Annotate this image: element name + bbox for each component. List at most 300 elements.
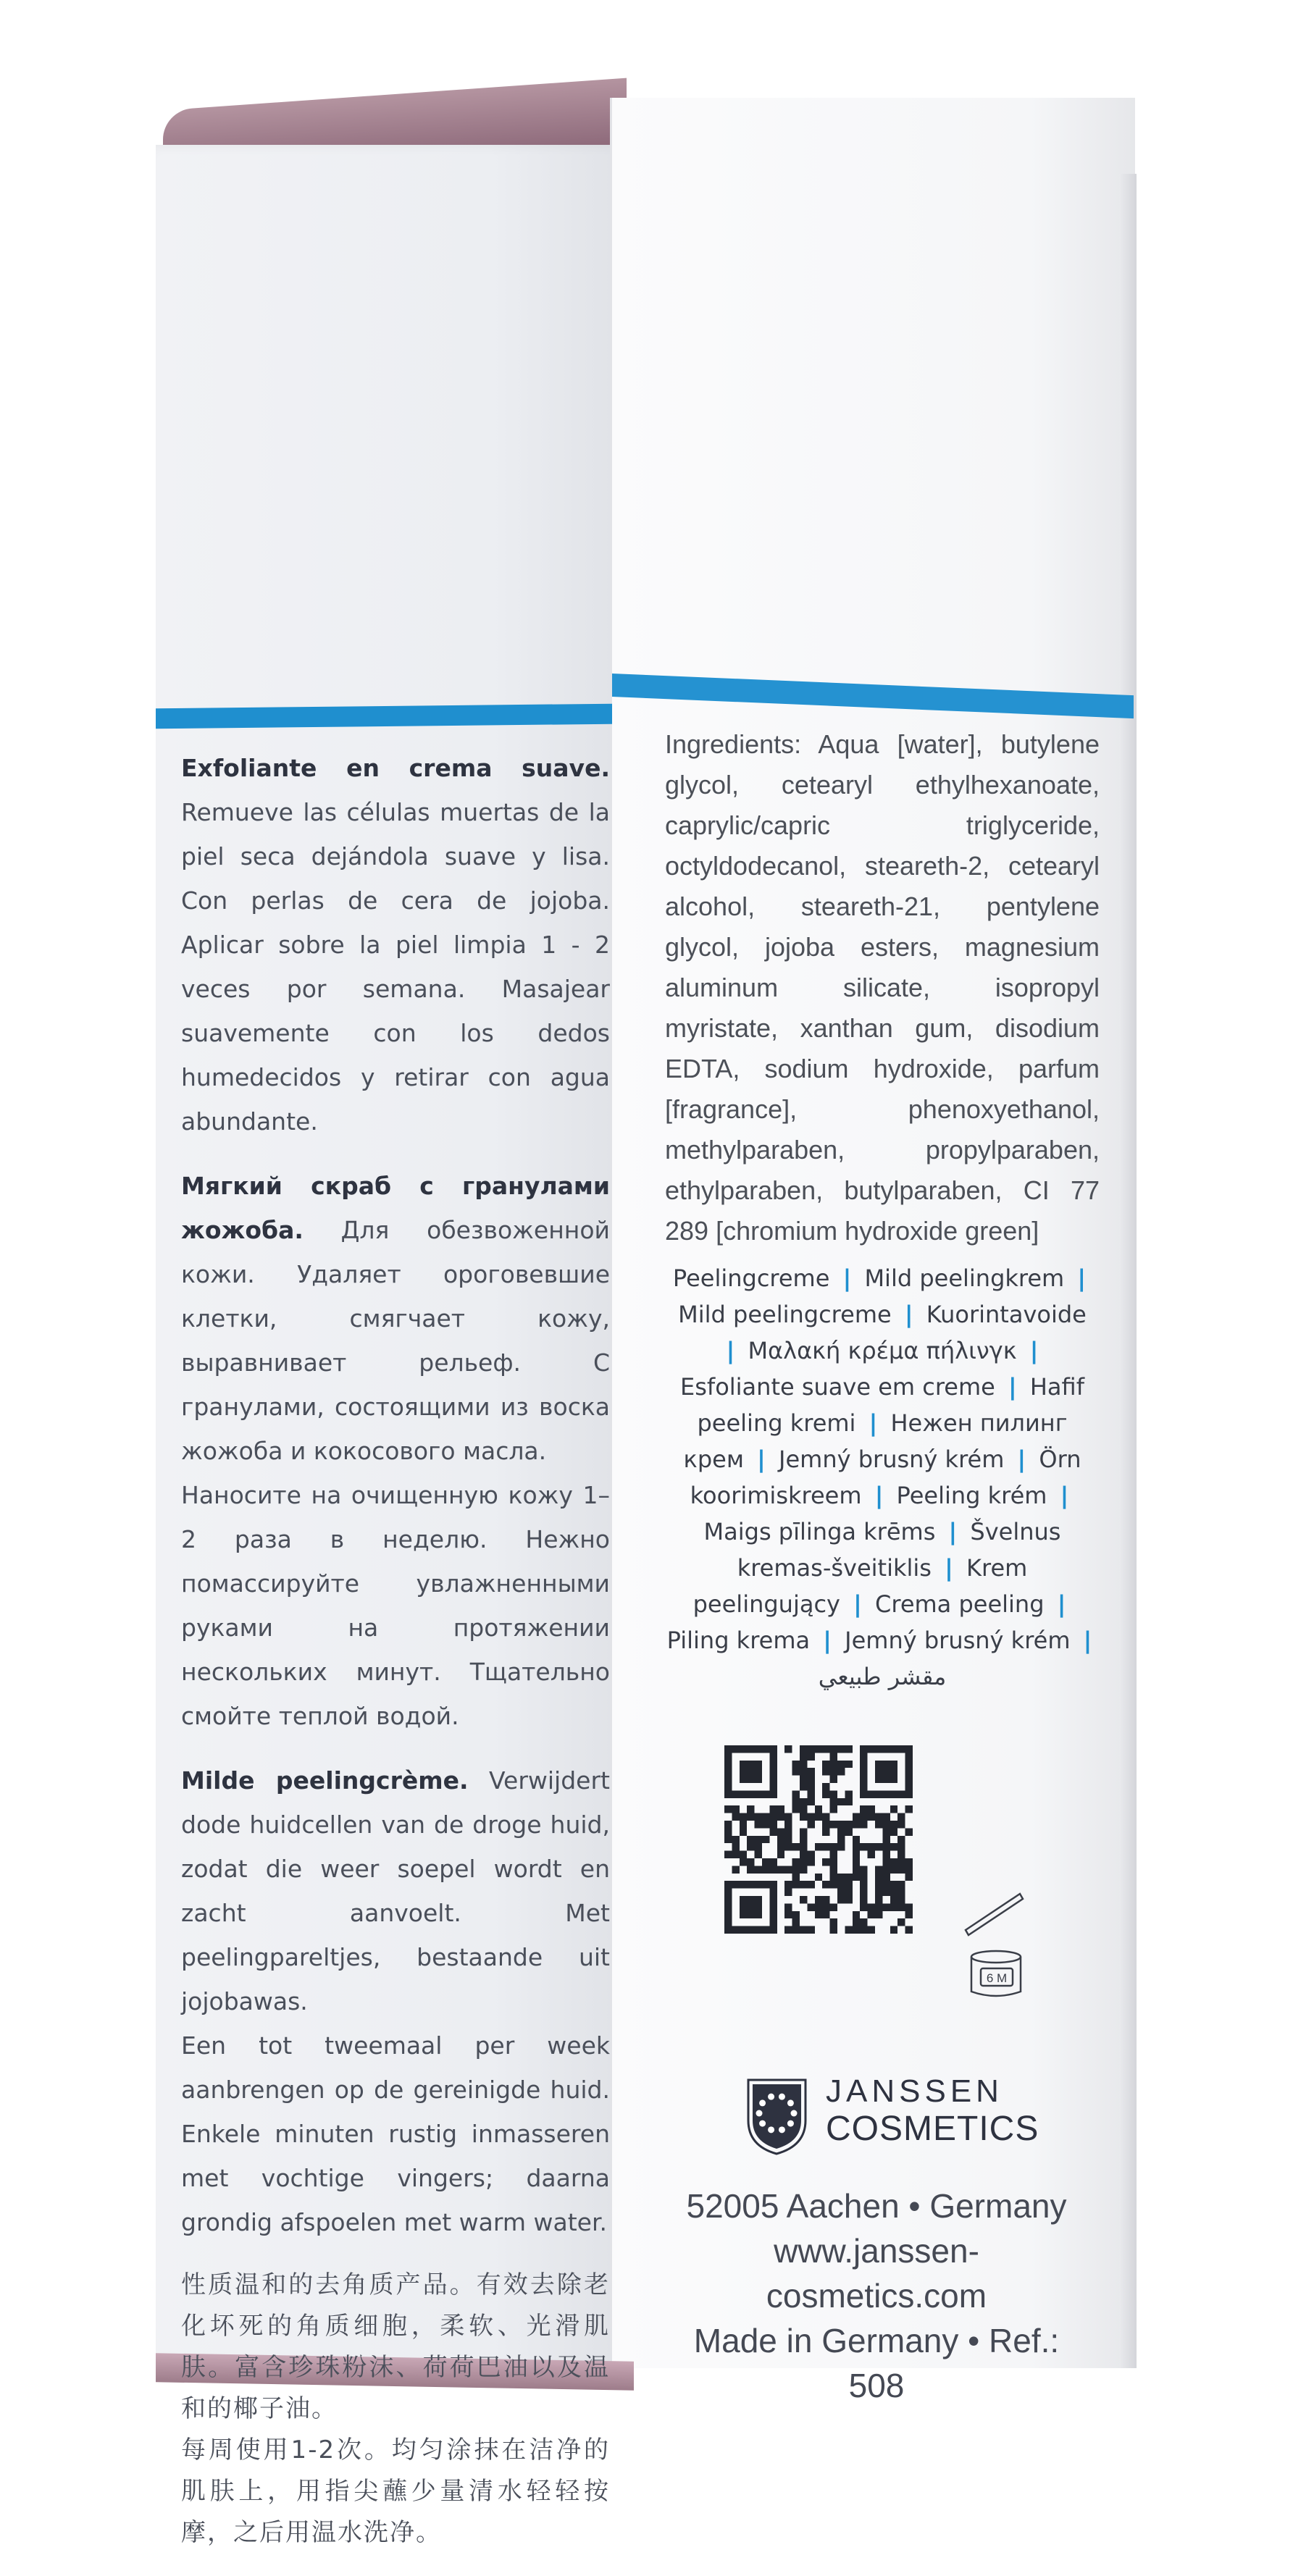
qr-module	[860, 1776, 867, 1783]
qr-module	[784, 1843, 792, 1850]
qr-module	[732, 1790, 739, 1797]
qr-module	[740, 1745, 747, 1753]
spanish-body: Remueve las células muertas de la piel seca dejándola suave y lisa. Con perlas de cera de jojoba. Aplicar sobre la piel limpia 1 - 2 veces por semana. Masajear suavemente con los dedos humedecidos y retirar con agua abundante.	[181, 798, 610, 1136]
qr-module	[882, 1776, 890, 1783]
qr-module	[837, 1889, 845, 1896]
qr-module	[853, 1821, 860, 1828]
qr-module	[890, 1889, 897, 1896]
qr-module	[822, 1761, 829, 1768]
qr-module	[860, 1813, 867, 1821]
qr-module	[815, 1813, 822, 1821]
qr-module	[755, 1813, 762, 1821]
pao-label: 6 M	[986, 1971, 1008, 1985]
logo-flower	[791, 2110, 798, 2117]
qr-module	[724, 1745, 732, 1753]
qr-module	[792, 1798, 800, 1805]
qr-module	[853, 1836, 860, 1843]
qr-module	[740, 1821, 747, 1828]
qr-module	[762, 1926, 769, 1934]
qr-module	[882, 1851, 890, 1858]
qr-module	[807, 1776, 814, 1783]
qr-module	[777, 1805, 784, 1813]
qr-module	[868, 1790, 875, 1797]
qr-module	[769, 1881, 777, 1888]
qr-module	[853, 1918, 860, 1926]
qr-module	[890, 1805, 897, 1813]
russian-text	[181, 1164, 610, 1738]
separator: |	[1017, 1446, 1026, 1473]
qr-module	[769, 1768, 777, 1775]
qr-module	[769, 1911, 777, 1918]
qr-module	[784, 1821, 792, 1828]
qr-module	[747, 1745, 754, 1753]
qr-module	[905, 1745, 913, 1753]
product-name: Maigs pīlinga krēms	[703, 1518, 936, 1545]
qr-module	[860, 1866, 867, 1873]
qr-module	[882, 1843, 890, 1850]
qr-module	[837, 1896, 845, 1903]
qr-module	[792, 1843, 800, 1850]
qr-module	[762, 1745, 769, 1753]
qr-module	[853, 1866, 860, 1873]
qr-module	[732, 1836, 739, 1843]
qr-module	[905, 1790, 913, 1797]
qr-module	[882, 1761, 890, 1768]
qr-module	[837, 1828, 845, 1835]
period-after-opening-icon	[962, 1890, 1031, 2006]
qr-module	[755, 1866, 762, 1873]
qr-module	[905, 1866, 913, 1873]
separator: |	[1057, 1590, 1066, 1618]
qr-module	[897, 1903, 905, 1910]
qr-module	[845, 1881, 852, 1888]
russian-body: Для обезвоженной кожи. Удаляет ороговевшие клетки, смягчает кожу, выравнивает рельеф. С гранулами, состоящими из воска жожоба и кокосового масла.	[181, 1216, 610, 1465]
qr-module	[747, 1776, 754, 1783]
chinese-body: 性质温和的去角质产品。有效去除老化坏死的角质细胞，柔软、光滑肌肤。富含珍珠粉沫、荷荷巴油以及温和的椰子油。	[181, 2270, 610, 2423]
qr-module	[897, 1790, 905, 1797]
product-name: Piling krema	[666, 1627, 811, 1654]
qr-module	[882, 1828, 890, 1835]
qr-module	[837, 1843, 845, 1850]
qr-module	[800, 1745, 807, 1753]
qr-module	[837, 1881, 845, 1888]
qr-module	[875, 1843, 882, 1850]
qr-module	[747, 1768, 754, 1775]
qr-module	[740, 1776, 747, 1783]
qr-module	[860, 1821, 867, 1828]
qr-module	[724, 1918, 732, 1926]
qr-module	[762, 1813, 769, 1821]
brand-name-line1: JANSSEN	[826, 2073, 1003, 2109]
separator: |	[1029, 1337, 1039, 1364]
qr-module	[860, 1926, 867, 1934]
qr-module	[845, 1874, 852, 1881]
qr-module	[897, 1896, 905, 1903]
qr-module	[868, 1745, 875, 1753]
qr-module	[890, 1828, 897, 1835]
product-name: Örn koorimiskreem	[690, 1446, 1081, 1509]
qr-module	[724, 1828, 732, 1835]
separator: |	[757, 1446, 766, 1473]
qr-module	[897, 1889, 905, 1896]
qr-module	[897, 1918, 905, 1926]
qr-module	[860, 1903, 867, 1910]
qr-module	[822, 1783, 829, 1790]
qr-module	[897, 1821, 905, 1828]
qr-module	[792, 1866, 800, 1873]
qr-module	[784, 1926, 792, 1934]
qr-module	[732, 1745, 739, 1753]
qr-module	[890, 1881, 897, 1888]
qr-module	[807, 1798, 814, 1805]
qr-module	[755, 1881, 762, 1888]
qr-module	[822, 1911, 829, 1918]
qr-module	[897, 1858, 905, 1866]
qr-module	[845, 1798, 852, 1805]
qr-module	[777, 1828, 784, 1835]
qr-module	[882, 1903, 890, 1910]
qr-module	[845, 1821, 852, 1828]
chinese-usage: 每周使用1-2次。均匀涂抹在洁净的肌肤上，用指尖蘸少量清水轻轻按摩，之后用温水洗净。	[181, 2436, 610, 2547]
manufacturer-info	[674, 2183, 1079, 2408]
qr-module	[792, 1874, 800, 1881]
qr-module	[755, 1761, 762, 1768]
qr-module	[740, 1828, 747, 1835]
qr-module	[724, 1851, 732, 1858]
qr-module	[837, 1768, 845, 1775]
qr-module	[755, 1836, 762, 1843]
qr-module	[860, 1918, 867, 1926]
qr-module	[860, 1768, 867, 1775]
qr-module	[784, 1911, 792, 1918]
qr-module	[890, 1896, 897, 1903]
qr-module	[830, 1753, 837, 1760]
qr-module	[860, 1896, 867, 1903]
qr-module	[860, 1761, 867, 1768]
qr-module	[875, 1761, 882, 1768]
qr-module	[755, 1926, 762, 1934]
qr-module	[747, 1866, 754, 1873]
qr-module	[860, 1745, 867, 1753]
separator: |	[948, 1518, 958, 1545]
qr-module	[747, 1858, 754, 1866]
qr-module	[769, 1918, 777, 1926]
qr-module	[860, 1843, 867, 1850]
dutch-body: Verwijdert dode huidcellen van de droge huid, zodat die weer soepel wordt en zacht aanvoelt. Met peelingpareltjes, bestaande uit jojobawas.	[181, 1766, 610, 2015]
russian-title: Мягкий скраб с гранулами жожоба.	[181, 1172, 610, 1244]
qr-module	[822, 1881, 829, 1888]
qr-module	[769, 1858, 777, 1866]
qr-module	[784, 1889, 792, 1896]
qr-module	[897, 1843, 905, 1850]
qr-module	[800, 1828, 807, 1835]
qr-module	[882, 1821, 890, 1828]
product-name: Нежен пилинг крем	[683, 1409, 1068, 1473]
qr-module	[830, 1918, 837, 1926]
qr-module	[905, 1761, 913, 1768]
qr-module	[777, 1843, 784, 1850]
qr-module	[875, 1768, 882, 1775]
qr-module	[755, 1790, 762, 1797]
qr-module	[732, 1866, 739, 1873]
qr-module	[769, 1790, 777, 1797]
qr-module	[890, 1858, 897, 1866]
qr-module	[845, 1745, 852, 1753]
qr-module	[860, 1790, 867, 1797]
qr-module	[807, 1790, 814, 1797]
qr-module	[890, 1926, 897, 1934]
qr-module	[740, 1761, 747, 1768]
qr-module	[875, 1889, 882, 1896]
qr-module	[769, 1889, 777, 1896]
qr-module	[740, 1858, 747, 1866]
qr-module	[732, 1881, 739, 1888]
qr-module	[747, 1761, 754, 1768]
qr-module	[769, 1753, 777, 1760]
product-name: Peeling krém	[896, 1482, 1047, 1509]
qr-module	[897, 1851, 905, 1858]
separator: |	[945, 1554, 953, 1582]
qr-module	[822, 1896, 829, 1903]
qr-module	[800, 1761, 807, 1768]
qr-module	[724, 1821, 732, 1828]
qr-module	[755, 1776, 762, 1783]
logo-flower	[787, 2120, 794, 2127]
qr-module	[807, 1813, 814, 1821]
qr-module	[724, 1805, 732, 1813]
qr-module	[822, 1843, 829, 1850]
qr-module	[890, 1745, 897, 1753]
qr-module	[830, 1745, 837, 1753]
qr-module	[822, 1813, 829, 1821]
qr-module	[882, 1889, 890, 1896]
qr-module	[830, 1761, 837, 1768]
qr-module	[724, 1903, 732, 1910]
qr-module	[792, 1790, 800, 1797]
product-name: Kuorintavoide	[926, 1301, 1087, 1328]
qr-module	[800, 1858, 807, 1866]
product-name: Mild peelingkrem	[864, 1264, 1065, 1292]
qr-module	[784, 1881, 792, 1888]
qr-module	[882, 1790, 890, 1797]
product-name: Crema peeling	[875, 1590, 1045, 1618]
qr-module	[882, 1866, 890, 1873]
qr-module	[890, 1866, 897, 1873]
qr-module	[868, 1926, 875, 1934]
product-name-arabic: مقشر طبيعي	[818, 1663, 947, 1690]
qr-module	[830, 1805, 837, 1813]
qr-module	[732, 1805, 739, 1813]
qr-module	[875, 1790, 882, 1797]
qr-module	[875, 1776, 882, 1783]
janssen-shield-logo-icon	[746, 2077, 808, 2157]
qr-module	[800, 1768, 807, 1775]
qr-module	[815, 1843, 822, 1850]
qr-module	[732, 1813, 739, 1821]
website-link[interactable]: www.janssen-cosmetics.com	[766, 2232, 987, 2315]
qr-module	[905, 1783, 913, 1790]
qr-module	[777, 1836, 784, 1843]
qr-module	[747, 1805, 754, 1813]
qr-module	[769, 1761, 777, 1768]
qr-module	[815, 1896, 822, 1903]
qr-module	[792, 1911, 800, 1918]
qr-module	[830, 1821, 837, 1828]
qr-module	[755, 1843, 762, 1850]
qr-module	[732, 1851, 739, 1858]
qr-module	[830, 1858, 837, 1866]
qr-module	[800, 1843, 807, 1850]
qr-module	[860, 1805, 867, 1813]
qr-module	[897, 1881, 905, 1888]
qr-module	[769, 1805, 777, 1813]
qr-module	[905, 1926, 913, 1934]
qr-module	[830, 1790, 837, 1797]
qr-module	[837, 1874, 845, 1881]
qr-module	[800, 1783, 807, 1790]
qr-module	[853, 1813, 860, 1821]
qr-module	[853, 1911, 860, 1918]
qr-module	[769, 1896, 777, 1903]
qr-module	[762, 1881, 769, 1888]
qr-module	[905, 1776, 913, 1783]
qr-module	[905, 1828, 913, 1835]
qr-module	[777, 1851, 784, 1858]
qr-module	[747, 1881, 754, 1888]
separator: |	[726, 1337, 735, 1364]
qr-module	[807, 1858, 814, 1866]
qr-module	[822, 1790, 829, 1797]
qr-module	[860, 1881, 867, 1888]
qr-module	[853, 1851, 860, 1858]
qr-module	[845, 1896, 852, 1903]
separator: |	[1077, 1264, 1087, 1292]
qr-module	[724, 1896, 732, 1903]
qr-module	[732, 1843, 739, 1850]
qr-module	[830, 1926, 837, 1934]
qr-module	[800, 1881, 807, 1888]
qr-module	[747, 1903, 754, 1910]
logo-flower	[779, 2126, 785, 2133]
qr-module	[890, 1776, 897, 1783]
qr-module	[740, 1926, 747, 1934]
separator: |	[1083, 1627, 1092, 1654]
qr-module	[897, 1813, 905, 1821]
qr-module	[769, 1776, 777, 1783]
qr-module	[724, 1761, 732, 1768]
product-name: Krem peelingujący	[692, 1554, 1028, 1618]
product-name: Švelnus kremas-šveitiklis	[737, 1518, 1061, 1582]
qr-module	[890, 1903, 897, 1910]
product-name: Peelingcreme	[672, 1264, 830, 1292]
qr-module	[800, 1805, 807, 1813]
qr-module	[837, 1798, 845, 1805]
qr-module	[897, 1866, 905, 1873]
separator: |	[869, 1409, 878, 1437]
qr-module	[724, 1911, 732, 1918]
qr-module	[807, 1783, 814, 1790]
separator: |	[1060, 1482, 1069, 1509]
qr-module	[890, 1790, 897, 1797]
qr-module	[890, 1761, 897, 1768]
qr-module	[905, 1903, 913, 1910]
qr-module	[815, 1805, 822, 1813]
qr-module	[860, 1783, 867, 1790]
qr-module	[837, 1761, 845, 1768]
qr-module	[807, 1903, 814, 1910]
qr-module	[853, 1874, 860, 1881]
qr-module	[882, 1836, 890, 1843]
qr-module	[762, 1821, 769, 1828]
qr-module	[769, 1866, 777, 1873]
qr-module	[807, 1851, 814, 1858]
qr-module	[868, 1813, 875, 1821]
product-name: Jemný brusný krém	[845, 1627, 1071, 1654]
qr-module	[724, 1783, 732, 1790]
qr-module	[890, 1768, 897, 1775]
qr-module	[830, 1798, 837, 1805]
qr-module	[830, 1768, 837, 1775]
qr-module	[792, 1761, 800, 1768]
qr-module	[784, 1813, 792, 1821]
address: 52005 Aachen • Germany	[686, 2187, 1067, 2225]
qr-module	[747, 1896, 754, 1903]
qr-module	[740, 1896, 747, 1903]
qr-module	[755, 1851, 762, 1858]
brand-name-line2: COSMETICS	[826, 2110, 1039, 2148]
qr-module	[755, 1768, 762, 1775]
qr-module	[875, 1903, 882, 1910]
qr-module	[784, 1903, 792, 1910]
qr-module	[792, 1881, 800, 1888]
qr-module	[860, 1889, 867, 1896]
dutch-title: Milde peelingcrème.	[181, 1766, 469, 1795]
qr-module	[868, 1805, 875, 1813]
qr-module	[724, 1926, 732, 1934]
qr-module	[822, 1828, 829, 1835]
product-name: Hafif peeling kremi	[697, 1373, 1084, 1437]
qr-module	[897, 1745, 905, 1753]
qr-module	[792, 1768, 800, 1775]
qr-module	[777, 1813, 784, 1821]
qr-module	[800, 1798, 807, 1805]
qr-module	[740, 1851, 747, 1858]
qr-module	[762, 1858, 769, 1866]
qr-module	[822, 1858, 829, 1866]
dutch-usage: Een tot tweemaal per week aanbrengen op de gereinigde huid. Enkele minuten rustig inmasseren met vochtige vingers; daarna grondig afspoelen met warm water.	[181, 2031, 610, 2236]
qr-module	[769, 1821, 777, 1828]
qr-module	[853, 1858, 860, 1866]
qr-module	[905, 1805, 913, 1813]
qr-module	[740, 1911, 747, 1918]
qr-module	[905, 1874, 913, 1881]
qr-module	[769, 1813, 777, 1821]
qr-module	[800, 1866, 807, 1873]
qr-module	[800, 1776, 807, 1783]
qr-module	[860, 1874, 867, 1881]
separator: |	[874, 1482, 884, 1509]
qr-module	[792, 1926, 800, 1934]
logo-flower	[768, 2126, 774, 2133]
qr-module	[784, 1745, 792, 1753]
logo-flower	[756, 2110, 763, 2117]
qr-module	[830, 1874, 837, 1881]
qr-module	[740, 1768, 747, 1775]
qr-module	[755, 1821, 762, 1828]
qr-module	[784, 1828, 792, 1835]
qr-module	[792, 1858, 800, 1866]
qr-module	[724, 1776, 732, 1783]
